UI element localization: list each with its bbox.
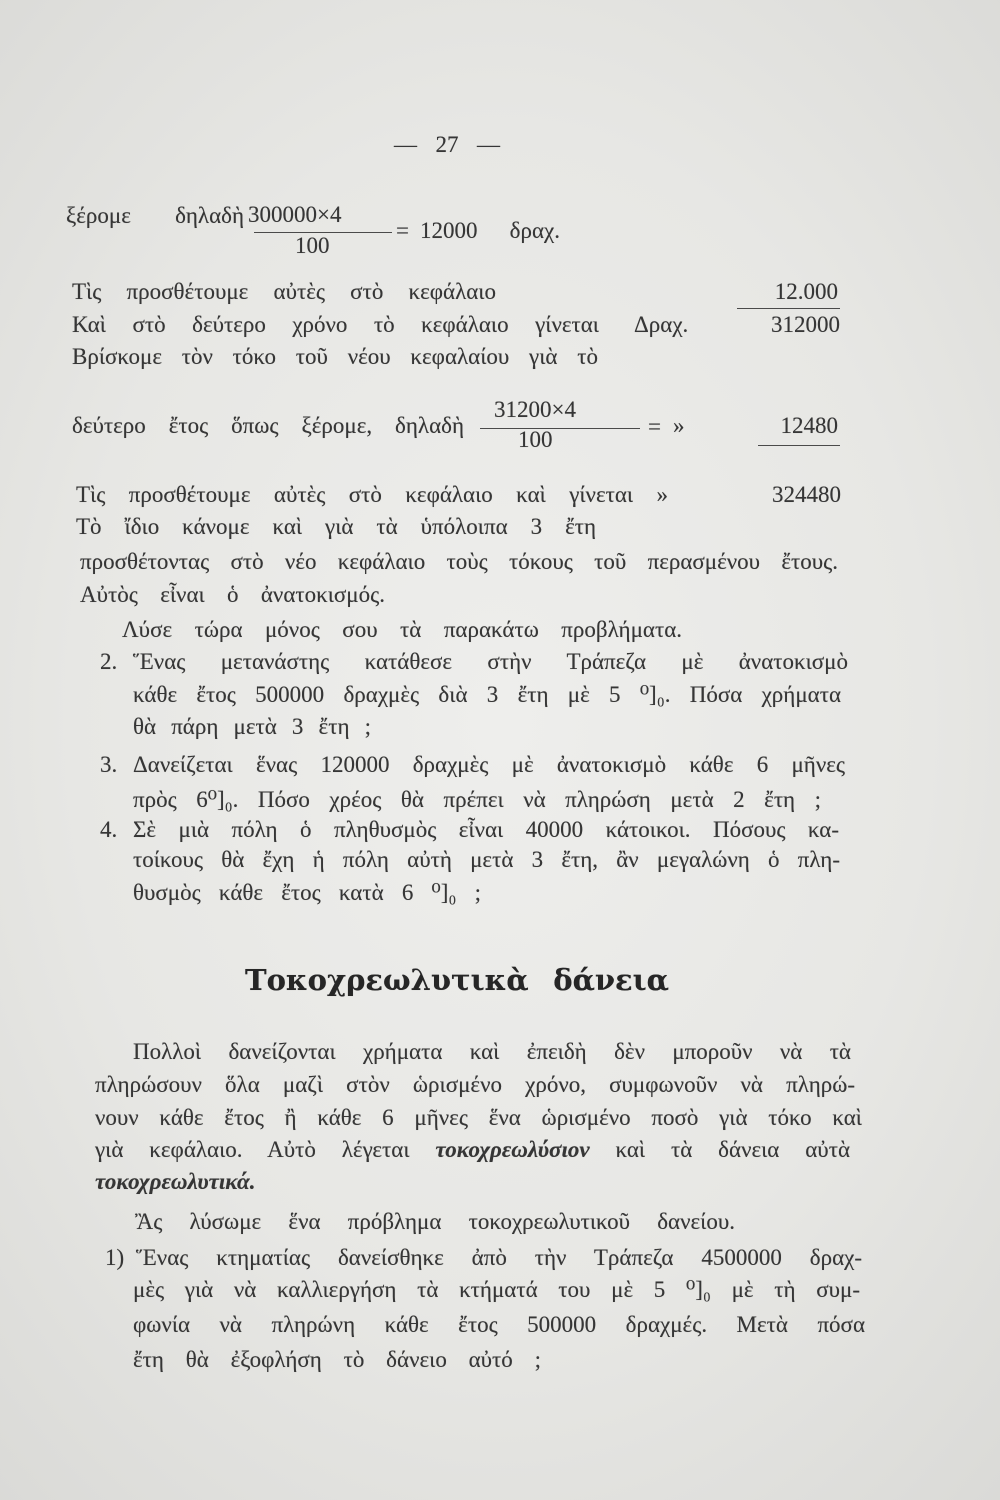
derivation-line: Καὶ στὸ δεύτερο χρόνο τὸ κεφάλαιο γίνεται [72,312,599,337]
problem-number: 3. [100,752,118,777]
problem-line: πρὸς 6⁰]₀. Πόσο χρέος θὰ πρέπει νὰ πληρώση μετὰ 2 ἔτη ; [133,787,821,812]
derivation-line: Τὶς προσθέτουμε αὐτὲς στὸ κεφάλαιο [72,279,496,304]
problem-number: 2. [100,649,118,674]
amount: 312000 [771,312,840,337]
amount: 324480 [772,482,841,507]
derivation-line: Αὐτὸς εἶναι ὁ ἀνατοκισμός. [80,582,385,607]
paragraph-line [95,1167,300,1197]
derivation-line: Τὶς προσθέτουμε αὐτὲς στὸ κεφάλαιο καὶ γίνεται » [76,482,668,507]
problem-line: Ἕνας μετανάστης κατάθεσε στὴν Τράπεζα μὲ ἀνατοκισμὸ [133,649,848,674]
equals-sign: = [648,414,661,439]
problem-line: θὰ πάρη μετὰ 3 ἔτη ; [133,714,371,739]
problem-line: κάθε ἔτος 500000 δραχμὲς διὰ 3 ἔτη μὲ 5 ⁰]₀. Πόσα χρήματα [133,682,841,707]
derivation-line: Τὸ ἴδιο κάνομε καὶ γιὰ τὰ ὑπόλοιπα 3 ἔτη [76,514,596,539]
derivation-line: ξέρομε δηλαδὴ [66,203,244,228]
problem-line: μὲς γιὰ νὰ καλλιεργήση τὰ κτήματά του μὲ 5 ⁰]₀ μὲ τὴ συμ- [133,1277,860,1302]
ditto-mark: » [673,413,685,438]
fraction-denominator: 100 [518,427,553,452]
problem-number: 1) [105,1245,125,1270]
currency-label: Δραχ. [634,312,689,337]
problem-line: θυσμὸς κάθε ἔτος κατὰ 6 ⁰]₀ ; [133,880,481,905]
problem-line: φωνία νὰ πληρώνη κάθε ἔτος 500000 δραχμές. Μετὰ πόσα [133,1312,865,1337]
problem-line: Ἕνας κτηματίας δανείσθηκε ἀπὸ τὴν Τράπεζα 4500000 δραχ- [136,1245,862,1270]
problem-line: Δανείζεται ἕνας 120000 δραχμὲς μὲ ἀνατοκισμὸ κάθε 6 μῆνες [133,752,845,777]
paragraph-line [95,1135,850,1165]
equals-sign: = [396,218,409,243]
paragraph-line: πληρώσουν ὅλα μαζὶ στὸν ὡρισμένο χρόνο, συμφωνοῦν νὰ πληρώ- [95,1072,855,1097]
section-title: Τοκοχρεωλυτικὰ δάνεια [245,963,669,997]
page-number: — 27 — [394,132,500,157]
fraction-numerator: 31200×4 [494,397,576,422]
amount: 12480 [780,413,838,438]
paragraph-line: Πολλοὶ δανείζονται χρήματα καὶ ἐπειδὴ δὲν μποροῦν νὰ τὰ [133,1039,851,1064]
paragraph-line: νουν κάθε ἔτος ἢ κάθε 6 μῆνες ἕνα ὡρισμένο ποσὸ γιὰ τόκο καὶ [95,1105,862,1130]
problem-line: Σὲ μιὰ πόλη ὁ πληθυσμὸς εἶναι 40000 κάτοικοι. Πόσους κα- [133,817,839,842]
interest-result: 12000 δραχ. [420,218,560,243]
paragraph-text: καὶ τὰ δάνεια αὐτὰ [589,1137,850,1162]
paragraph-text: γιὰ κεφάλαιο. Αὐτὸ λέγεται [95,1137,436,1162]
problem-line: ἔτη θὰ ἐξοφλήση τὸ δάνειο αὐτό ; [133,1347,541,1372]
term-emphasis: τοκοχρεωλύσιον [435,1137,590,1162]
derivation-line: Βρίσκομε τὸν τόκο τοῦ νέου κεφαλαίου γιὰ τὸ [72,344,598,369]
sum-rule [758,445,840,446]
exercise-intro: Λύσε τώρα μόνος σου τὰ παρακάτω προβλήματα. [122,617,682,642]
sum-rule [737,308,840,309]
amount: 12.000 [774,279,838,304]
fraction-denominator: 100 [295,233,330,258]
derivation-line: δεύτερο ἔτος ὅπως ξέρομε, δηλαδὴ [72,413,464,438]
fraction-numerator: 300000×4 [248,202,342,227]
term-emphasis: τοκοχρεωλυτικά. [95,1169,256,1194]
worked-intro: Ἂς λύσωμε ἕνα πρόβλημα τοκοχρεωλυτικοῦ δανείου. [135,1209,735,1234]
problem-line: τοίκους θὰ ἔχη ἡ πόλη αὐτὴ μετὰ 3 ἔτη, ἂν μεγαλώνη ὁ πλη- [133,847,840,872]
derivation-line: προσθέτοντας στὸ νέο κεφάλαιο τοὺς τόκους τοῦ περασμένου ἔτους. [80,549,838,574]
problem-number: 4. [100,817,118,842]
